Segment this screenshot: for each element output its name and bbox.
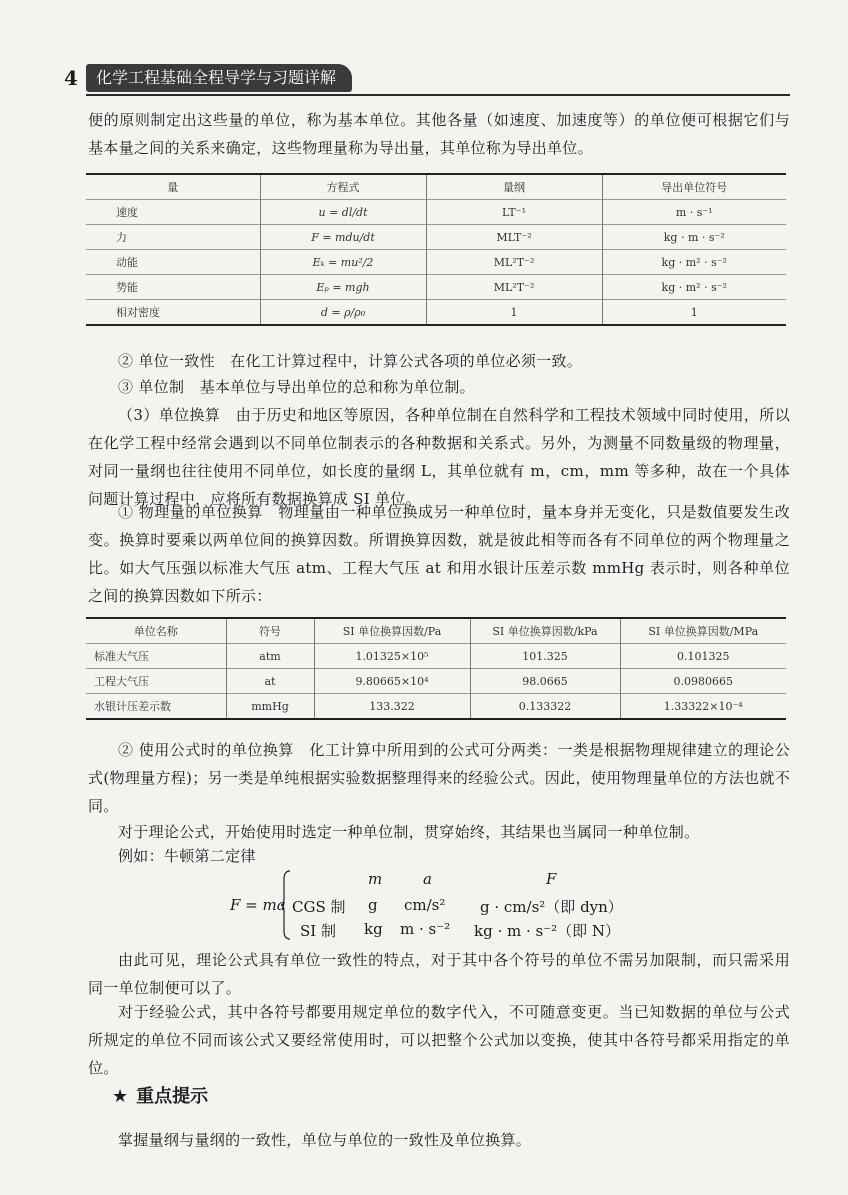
table-cell: 9.80665×10⁴ bbox=[314, 669, 470, 694]
table-cell: 1.33322×10⁻⁴ bbox=[620, 694, 786, 720]
table-cell: 0.133322 bbox=[470, 694, 620, 720]
para-example: 例如：牛顿第二定律 bbox=[118, 847, 256, 865]
table-cell: 势能 bbox=[86, 275, 260, 300]
table-header-row bbox=[86, 618, 786, 644]
table-row bbox=[86, 644, 786, 669]
table-header-cell: 量纲 bbox=[426, 174, 602, 200]
table-cell: 101.325 bbox=[470, 644, 620, 669]
formula-cgs-a: cm/s² bbox=[404, 896, 446, 914]
table-cell: 98.0665 bbox=[470, 669, 620, 694]
table-cell: kg · m² · s⁻² bbox=[602, 275, 786, 300]
table-cell: 133.322 bbox=[314, 694, 470, 720]
table-row bbox=[86, 300, 786, 326]
table-header-cell: 方程式 bbox=[260, 174, 426, 200]
para-formula-conversion: ② 使用公式时的单位换算 化工计算中所用到的公式可分两类：一类是根据物理规律建立的理论公式(物理量方程)；另一类是单纯根据实验数据整理得来的经验公式。因此，使用物理量单位的方法也就不同。 bbox=[88, 741, 790, 815]
table-cell: 水银计压差示数 bbox=[86, 694, 226, 720]
formula-lhs: F = ma bbox=[230, 896, 286, 914]
table-row bbox=[86, 200, 786, 225]
book-title: 化学工程基础全程导学与习题详解 bbox=[86, 64, 352, 92]
intro-paragraph: 便的原则制定出这些量的单位，称为基本单位。其他各量（如速度、加速度等）的单位便可根据它们与基本量之间的关系来确定，这些物理量称为导出量，其单位称为导出单位。 bbox=[88, 111, 790, 157]
table-cell: 力 bbox=[86, 225, 260, 250]
table-row bbox=[86, 275, 786, 300]
table-cell: 0.0980665 bbox=[620, 669, 786, 694]
table-row bbox=[86, 250, 786, 275]
para-empirical-formula: 对于经验公式，其中各符号都要用规定单位的数字代入，不可随意变更。当已知数据的单位与公式所规定的单位不同而该公式又要经常使用时，可以把整个公式加以变换，使其中各符号都采用指定的单位。 bbox=[88, 1003, 790, 1077]
table-cell: d = ρ/ρ₀ bbox=[260, 300, 426, 326]
table-cell: 1.01325×10⁵ bbox=[314, 644, 470, 669]
page-number: 4 bbox=[64, 66, 78, 90]
table-row bbox=[86, 225, 786, 250]
header-rule bbox=[86, 94, 790, 96]
para-unit-conversion: （3）单位换算 由于历史和地区等原因，各种单位制在自然科学和工程技术领域中同时使用，所以在化学工程中经常会遇到以不同单位制表示的各种数据和关系式。另外，为测量不同数量级的物理量，对同一量纲也往往使用不同单位，如长度的量纲 L，其单位就有 m，cm，mm 等多种，故在一个具体问题计算过程中，应将所有数据换算成 SI 单位。 bbox=[88, 406, 790, 508]
table-cell: ML²T⁻² bbox=[426, 250, 602, 275]
table-header-row bbox=[86, 174, 786, 200]
table-cell: mmHg bbox=[226, 694, 314, 720]
table-header-cell: 量 bbox=[86, 174, 260, 200]
formula-si-label: SI 制 bbox=[300, 922, 336, 940]
item-unit-system: ③ 单位制 基本单位与导出单位的总和称为单位制。 bbox=[118, 378, 475, 396]
newton-second-law-formula bbox=[230, 870, 690, 942]
curly-brace-icon bbox=[281, 870, 291, 940]
star-icon: ★ bbox=[112, 1086, 129, 1107]
table-cell: Eₚ = mgh bbox=[260, 275, 426, 300]
table-header-cell: 单位名称 bbox=[86, 618, 226, 644]
formula-head-F: F bbox=[546, 870, 557, 888]
pressure-conversion-table bbox=[86, 617, 786, 720]
item-unit-consistency: ② 单位一致性 在化工计算过程中，计算公式各项的单位必须一致。 bbox=[118, 352, 583, 370]
key-points-heading bbox=[112, 1082, 208, 1108]
table-cell: atm bbox=[226, 644, 314, 669]
table-cell: 1 bbox=[602, 300, 786, 326]
table-header-cell: SI 单位换算因数/Pa bbox=[314, 618, 470, 644]
table-header-cell: 导出单位符号 bbox=[602, 174, 786, 200]
formula-si-a: m · s⁻² bbox=[400, 920, 451, 938]
table-header-cell: SI 单位换算因数/MPa bbox=[620, 618, 786, 644]
formula-cgs-m: g bbox=[368, 896, 378, 914]
table-cell: 标准大气压 bbox=[86, 644, 226, 669]
table-cell: 速度 bbox=[86, 200, 260, 225]
table-cell: at bbox=[226, 669, 314, 694]
para-physical-quantity-conversion: ① 物理量的单位换算 物理量由一种单位换成另一种单位时，量本身并无变化，只是数值要发生改变。换算时要乘以两单位间的换算因数。所谓换算因数，就是彼此相等而各有不同单位的两个物理量之比。如大气压强以标准大气压 atm、工程大气压 at 和用水银计压差示数 mmHg 表示时，则各种单位之间的换算因数如下所示： bbox=[88, 503, 790, 605]
formula-si-m: kg bbox=[364, 920, 383, 938]
table-cell: m · s⁻¹ bbox=[602, 200, 786, 225]
table-cell: kg · m² · s⁻² bbox=[602, 250, 786, 275]
formula-cgs-label: CGS 制 bbox=[292, 898, 346, 916]
table-row bbox=[86, 669, 786, 694]
table-cell: 工程大气压 bbox=[86, 669, 226, 694]
key-points-text: 掌握量纲与量纲的一致性，单位与单位的一致性及单位换算。 bbox=[118, 1131, 532, 1149]
para-theoretical-formula: 对于理论公式，开始使用时选定一种单位制，贯穿始终，其结果也当属同一种单位制。 bbox=[118, 823, 700, 841]
para-unit-consistency-feature: 由此可见，理论公式具有单位一致性的特点，对于其中各个符号的单位不需另加限制，而只需采用同一单位制便可以了。 bbox=[88, 951, 790, 997]
table-cell: ML²T⁻² bbox=[426, 275, 602, 300]
formula-head-m: m bbox=[368, 870, 383, 888]
table-header-cell: 符号 bbox=[226, 618, 314, 644]
table-cell: 1 bbox=[426, 300, 602, 326]
table-cell: MLT⁻² bbox=[426, 225, 602, 250]
formula-head-a: a bbox=[423, 870, 432, 888]
table-cell: F = mdu/dt bbox=[260, 225, 426, 250]
table-cell: 0.101325 bbox=[620, 644, 786, 669]
table-header-cell: SI 单位换算因数/kPa bbox=[470, 618, 620, 644]
table-cell: LT⁻¹ bbox=[426, 200, 602, 225]
formula-cgs-F: g · cm/s²（即 dyn） bbox=[480, 898, 623, 916]
formula-si-F: kg · m · s⁻²（即 N） bbox=[474, 922, 621, 940]
key-points-title: 重点提示 bbox=[136, 1086, 209, 1107]
table-cell: u = dl/dt bbox=[260, 200, 426, 225]
table-cell: Eₖ = mu²/2 bbox=[260, 250, 426, 275]
table-cell: 相对密度 bbox=[86, 300, 260, 326]
table-row bbox=[86, 694, 786, 720]
table-cell: kg · m · s⁻² bbox=[602, 225, 786, 250]
table-cell: 动能 bbox=[86, 250, 260, 275]
derived-units-table bbox=[86, 173, 786, 326]
page-header bbox=[64, 64, 790, 96]
